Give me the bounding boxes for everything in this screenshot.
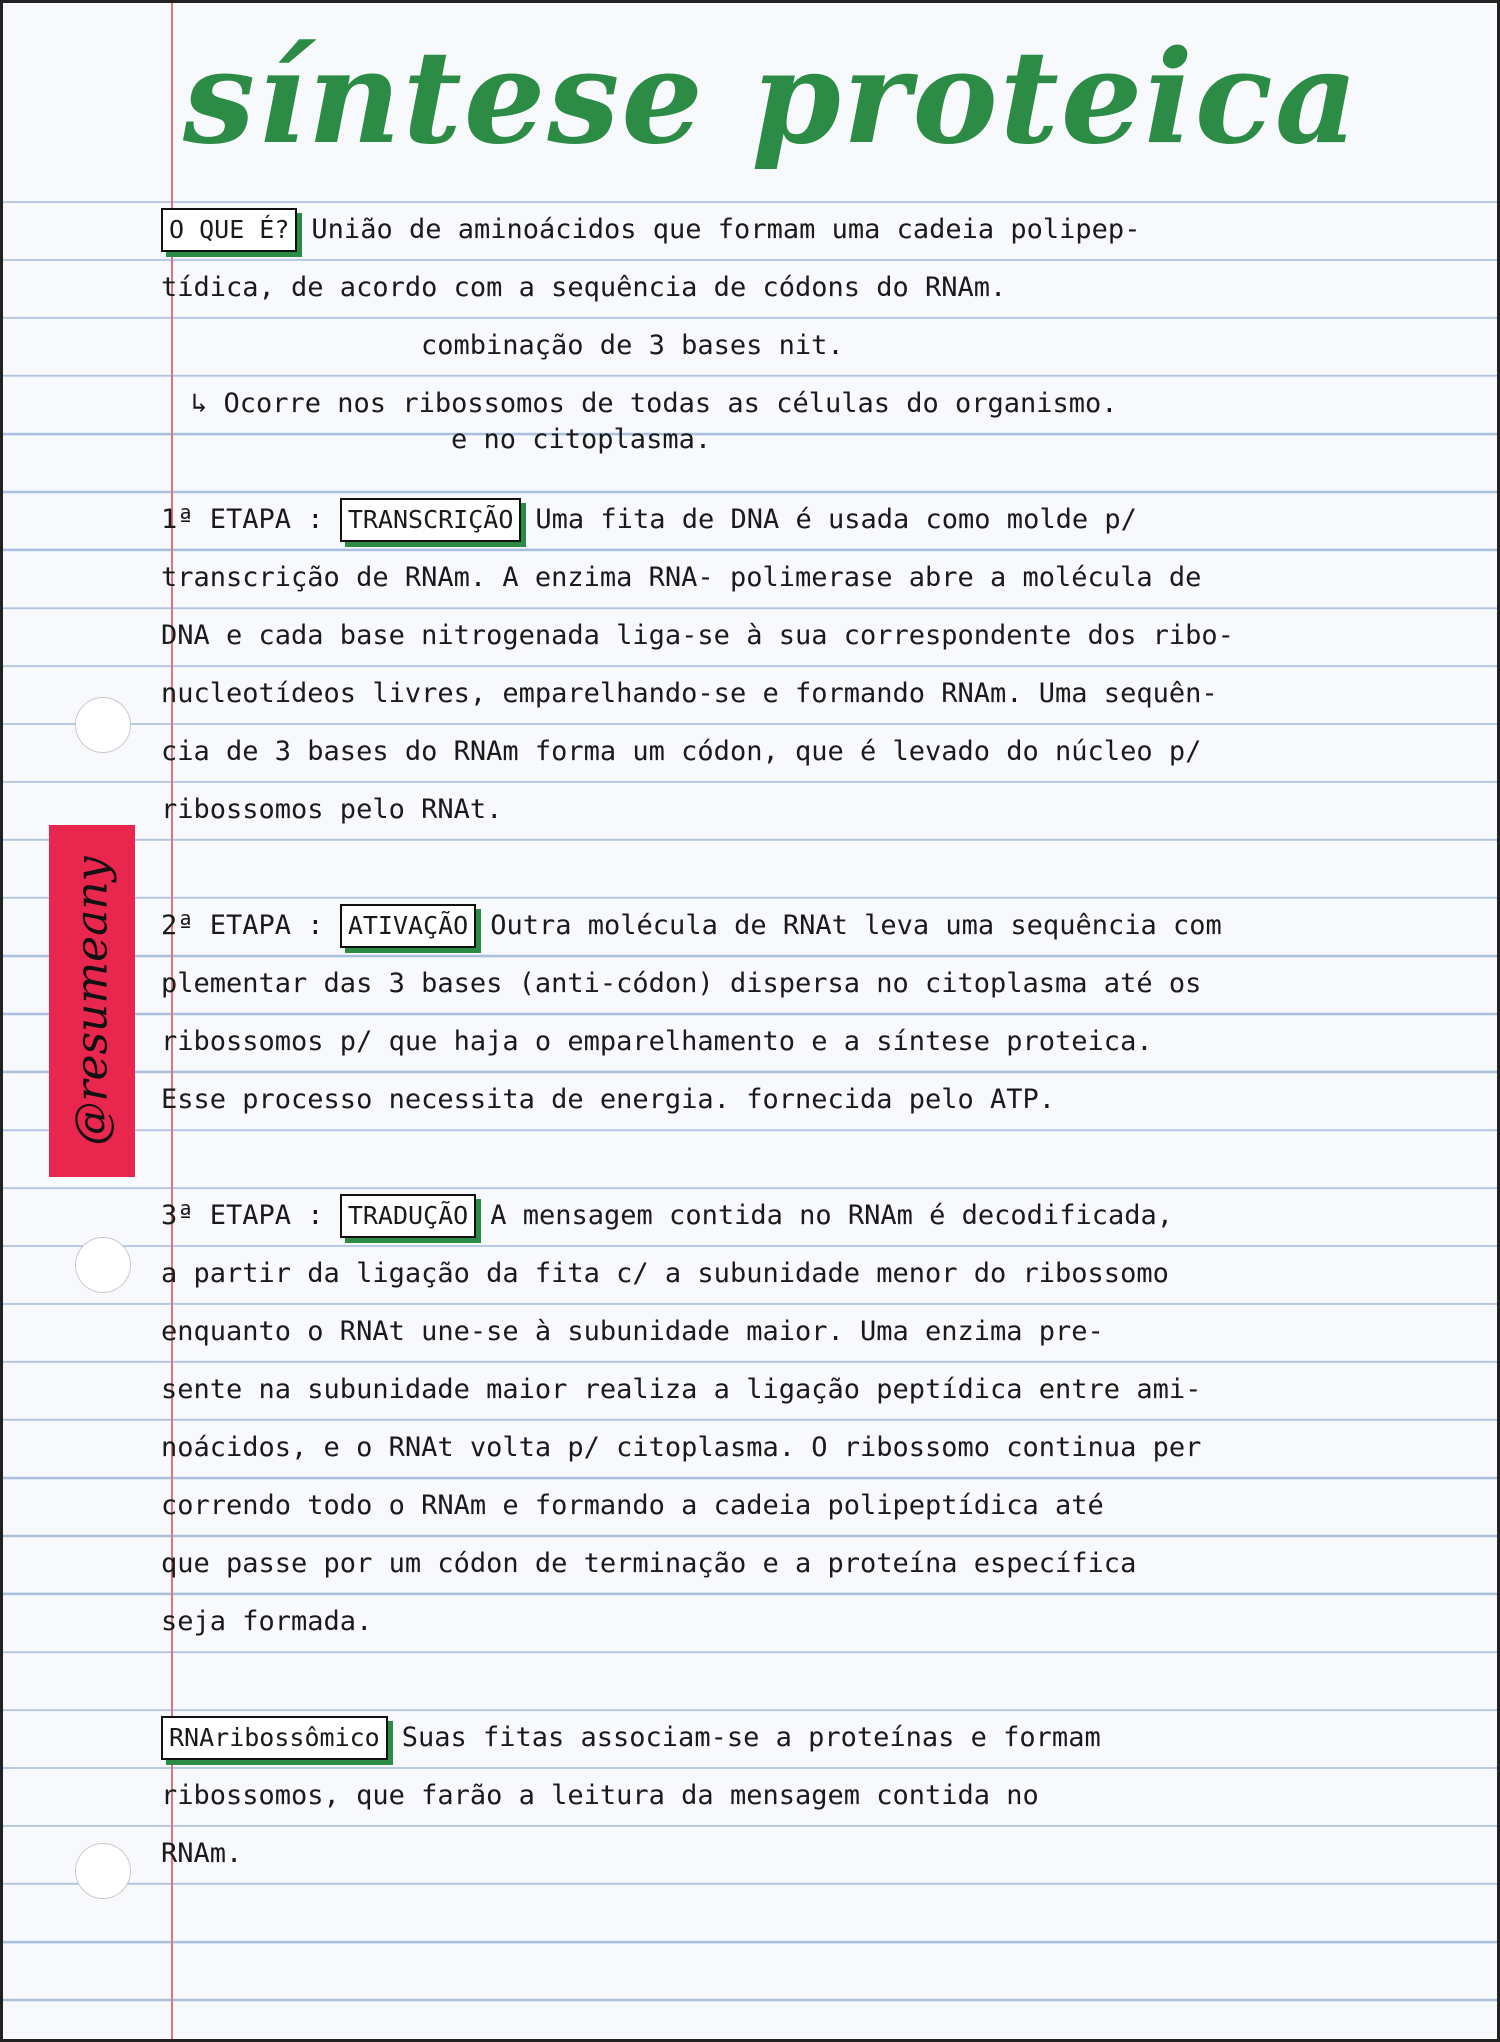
intro-line: União de aminoácidos que formam uma cadeia polipep-: [311, 214, 1141, 245]
rnar-line: Suas fitas associam-se a proteínas e formam: [401, 1722, 1101, 1753]
binder-hole: [75, 1843, 131, 1899]
etapa2-line: Outra molécula de RNAt leva uma sequência com: [490, 910, 1222, 941]
etapa2-label: ATIVAÇÃO: [340, 904, 476, 948]
etapa1-label: TRANSCRIÇÃO: [340, 498, 522, 542]
binder-hole: [75, 1237, 131, 1293]
etapa3-line: A mensagem contida no RNAm é decodificada,: [490, 1200, 1173, 1231]
etapa2-prefix: 2ª ETAPA :: [161, 910, 324, 941]
etapa3-line: noácidos, e o RNAt volta p/ citoplasma. O ribossomo continua per: [161, 1432, 1202, 1463]
author-tag: [49, 825, 135, 1177]
etapa2-line: ribossomos p/ que haja o emparelhamento e a síntese proteica.: [161, 1026, 1153, 1057]
etapa1-line: cia de 3 bases do RNAm forma um códon, que é levado do núcleo p/: [161, 736, 1202, 767]
etapa3-label: TRADUÇÃO: [340, 1194, 476, 1238]
etapa1-section: [161, 491, 1491, 839]
intro-line: e no citoplasma.: [451, 424, 712, 455]
intro-annotation: combinação de 3 bases nit.: [421, 330, 844, 361]
etapa3-line: seja formada.: [161, 1606, 373, 1637]
page-title: síntese proteica: [183, 23, 1360, 173]
intro-line: tídica, de acordo com a sequência de códons do RNAm.: [161, 272, 1007, 303]
etapa1-line: DNA e cada base nitrogenada liga-se à sua correspondente dos ribo-: [161, 620, 1234, 651]
etapa1-line: ribossomos pelo RNAt.: [161, 794, 503, 825]
etapa3-line: sente na subunidade maior realiza a ligação peptídica entre ami-: [161, 1374, 1202, 1405]
author-tag-text: @resumeany: [66, 856, 118, 1146]
etapa3-line: que passe por um códon de terminação e a proteína específica: [161, 1548, 1137, 1579]
binder-hole: [75, 697, 131, 753]
rnar-line: ribossomos, que farão a leitura da mensagem contida no: [161, 1780, 1039, 1811]
etapa2-section: [161, 897, 1491, 1129]
etapa1-line: Uma fita de DNA é usada como molde p/: [535, 504, 1137, 535]
rnar-line: RNAm.: [161, 1838, 243, 1869]
etapa3-line: correndo todo o RNAm e formando a cadeia polipeptídica até: [161, 1490, 1104, 1521]
etapa3-line: a partir da ligação da fita c/ a subunidade menor do ribossomo: [161, 1258, 1169, 1289]
etapa1-line: nucleotídeos livres, emparelhando-se e formando RNAm. Uma sequên-: [161, 678, 1218, 709]
etapa3-line: enquanto o RNAt une-se à subunidade maior. Uma enzima pre-: [161, 1316, 1104, 1347]
intro-label: O QUE É?: [161, 208, 297, 252]
etapa3-section: [161, 1187, 1491, 1651]
etapa1-prefix: 1ª ETAPA :: [161, 504, 324, 535]
intro-line: ↳ Ocorre nos ribossomos de todas as células do organismo.: [191, 388, 1118, 419]
etapa2-line: Esse processo necessita de energia. fornecida pelo ATP.: [161, 1084, 1056, 1115]
etapa1-line: transcrição de RNAm. A enzima RNA- polimerase abre a molécula de: [161, 562, 1202, 593]
intro-section: [161, 201, 1491, 469]
rnar-label: RNAribossômico: [161, 1716, 388, 1760]
etapa3-prefix: 3ª ETAPA :: [161, 1200, 324, 1231]
etapa2-line: plementar das 3 bases (anti-códon) dispersa no citoplasma até os: [161, 968, 1202, 999]
rnar-section: [161, 1709, 1491, 1883]
